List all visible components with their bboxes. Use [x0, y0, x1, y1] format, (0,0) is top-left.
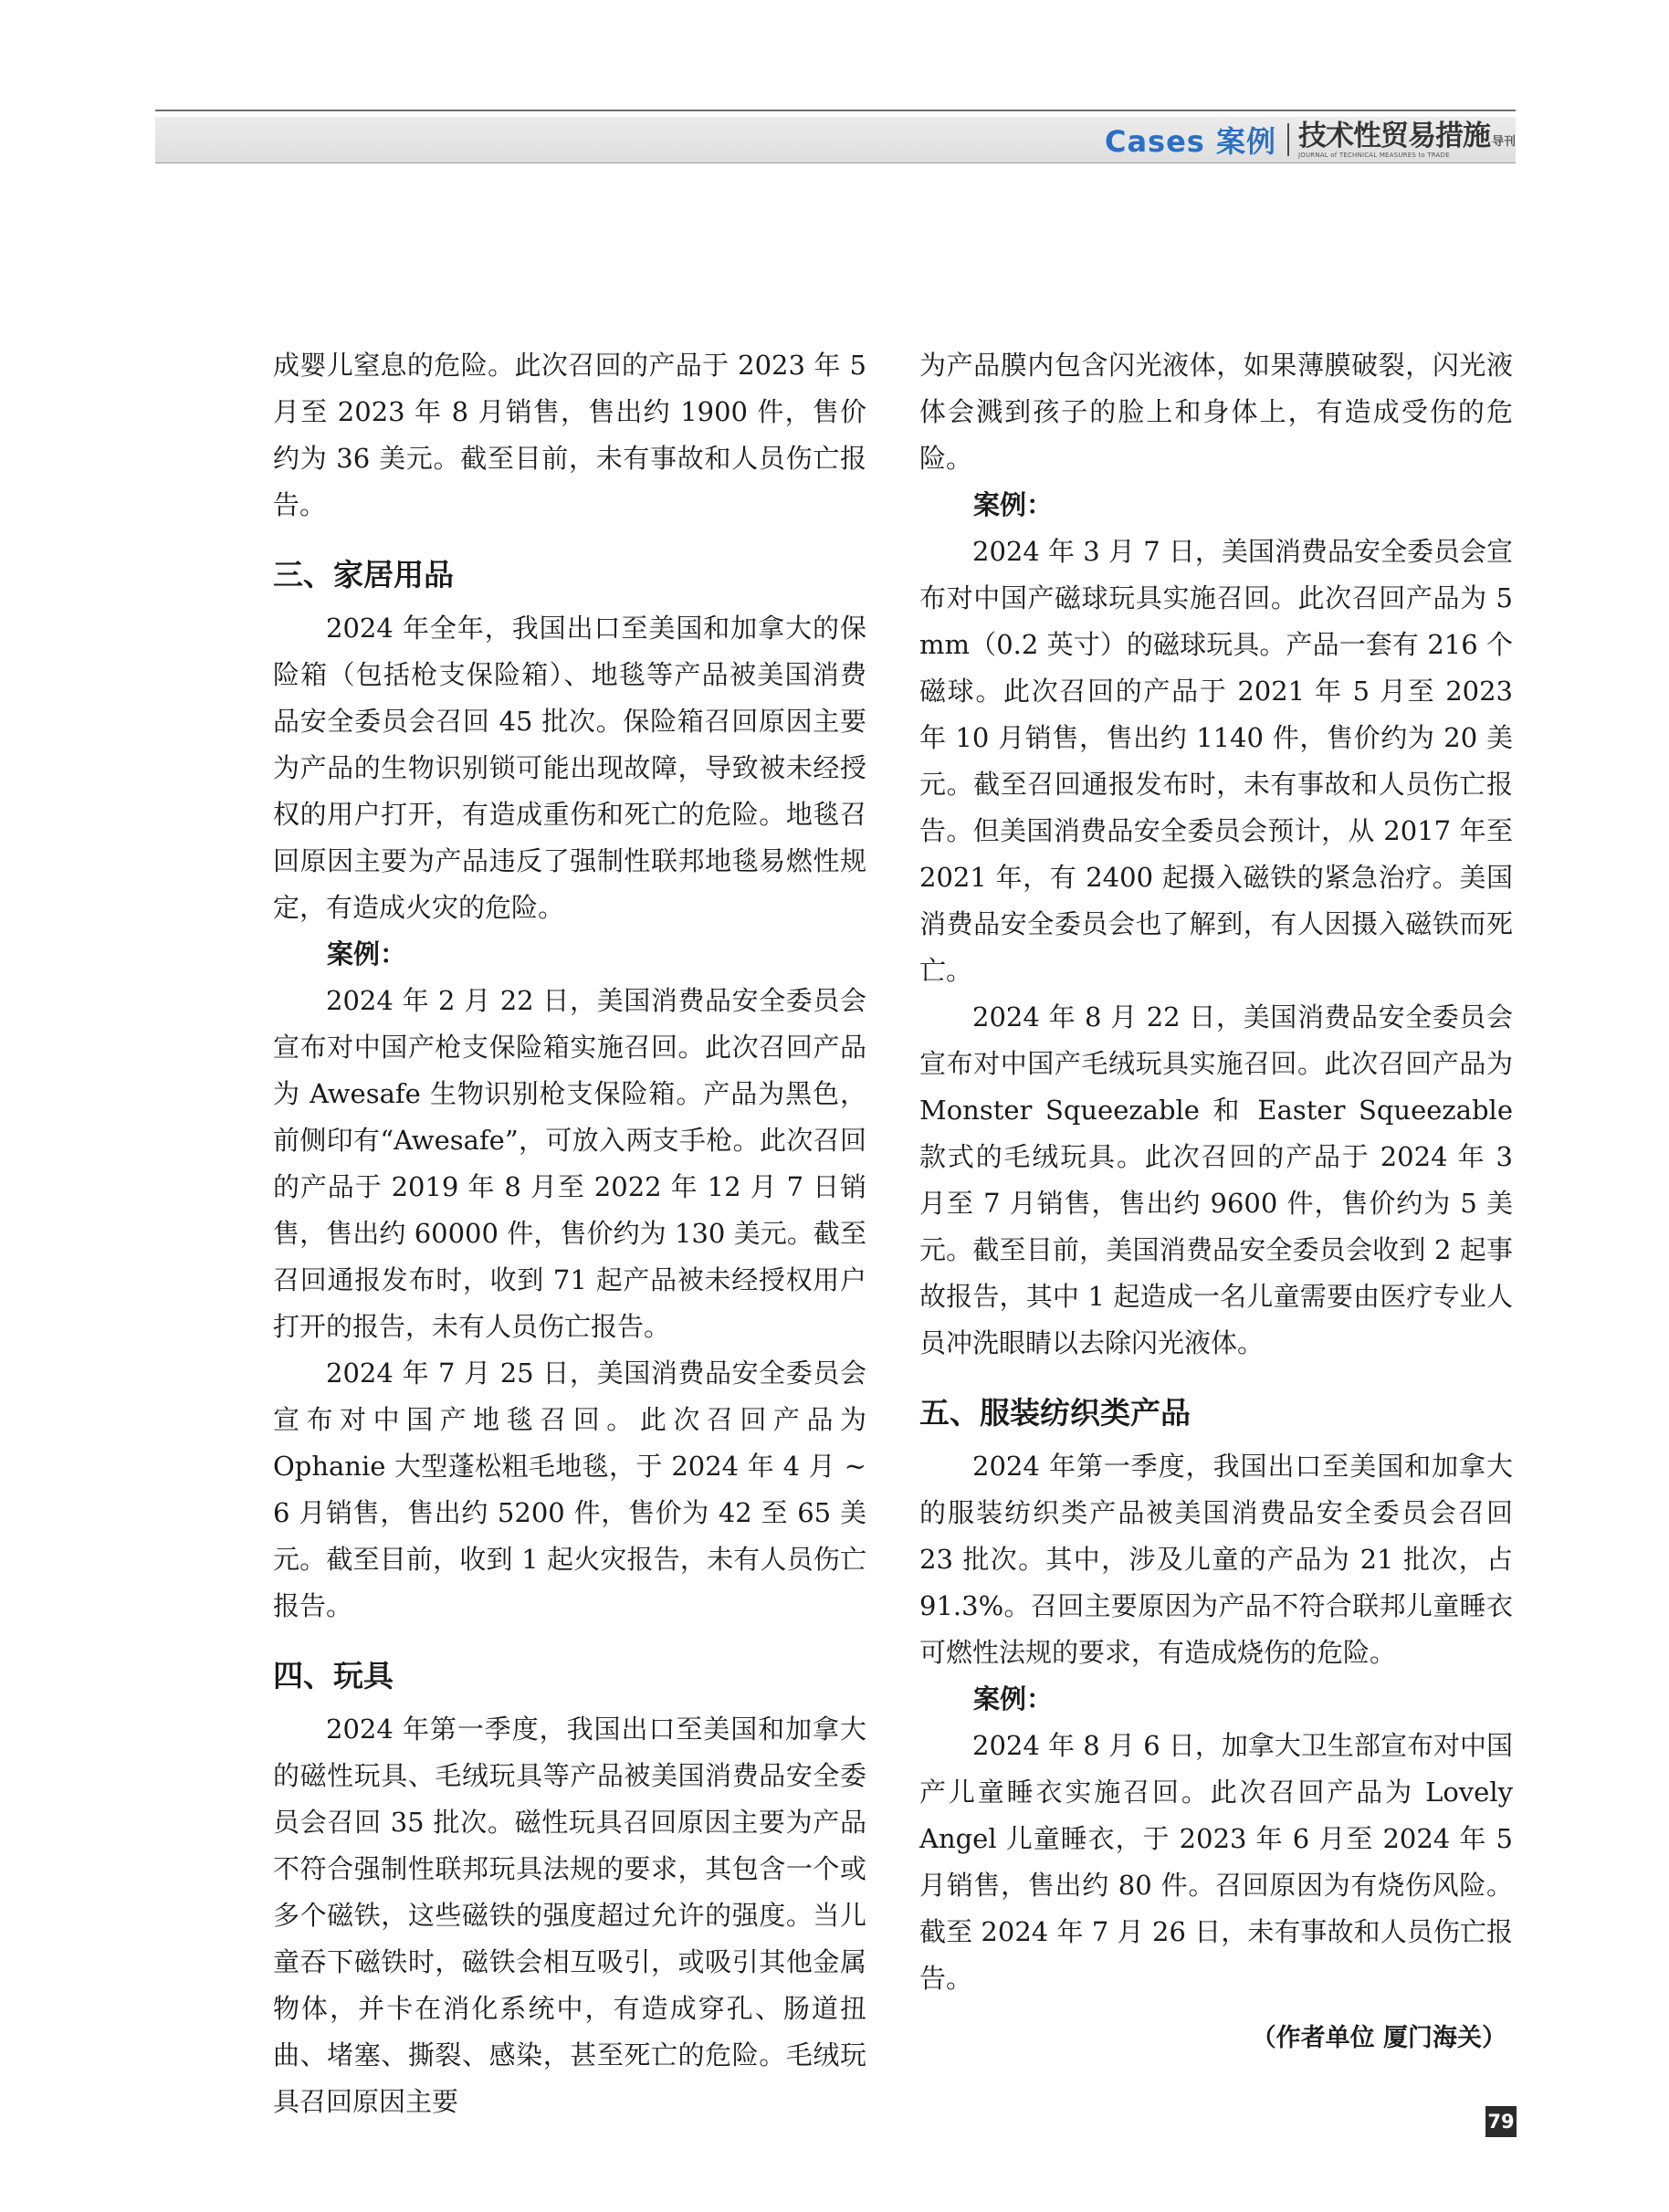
intro-continuation: 成婴儿窒息的危险。此次召回的产品于 2023 年 5 月至 2023 年 8 月销售，售出约 1900 件，售价约为 36 美元。截至目前，未有事故和人员伤亡报告。	[273, 350, 866, 520]
section3-paragraph: 2024 年全年，我国出口至美国和加拿大的保险箱（包括枪支保险箱）、地毯等产品被美国消费品安全委员会召回 45 批次。保险箱召回原因主要为产品的生物识别锁可能出现故障，导致被未经授权的用户打开，有造成重伤和死亡的危险。地毯召回原因主要为产品违反了强制性联邦地毯易燃性规定，有造成火灾的危险。	[273, 613, 866, 923]
page-number: 79	[1485, 2106, 1517, 2137]
journal-logo	[1298, 121, 1516, 159]
section-label: Cases 案例	[1104, 124, 1276, 159]
right-column	[919, 342, 1513, 2002]
section3-case2: 2024 年 7 月 25 日，美国消费品安全委员会宣布对中国产地毯召回。此次召回产品为 Ophanie 大型蓬松粗毛地毯，于 2024 年 4 月 ~ 6 月销售，售出约 5200 件，售价为 42 至 65 美元。截至目前，收到 1 起火灾报告，未有人员伤亡报告。	[273, 1358, 866, 1621]
section5-paragraph: 2024 年第一季度，我国出口至美国和加拿大的服装纺织类产品被美国消费品安全委员会召回 23 批次。其中，涉及儿童的产品为 21 批次，占 91.3%。召回主要原因为产品不符合联邦儿童睡衣可燃性法规的要求，有造成烧伤的危险。	[919, 1451, 1513, 1668]
left-column	[273, 342, 866, 2125]
journal-english-name: JOURNAL of TECHNICAL MEASURES to TRADE	[1297, 152, 1450, 159]
header-bottom-rule	[155, 162, 1516, 163]
running-header	[1105, 117, 1516, 162]
section4-heading: 四、玩具	[273, 1658, 394, 1693]
journal-title: 技术性贸易措施	[1297, 120, 1490, 152]
header-top-rule	[155, 110, 1516, 111]
section4-case2: 2024 年 8 月 22 日，美国消费品安全委员会宣布对中国产毛绒玩具实施召回。此次召回产品为 Monster Squeezable 和 Easter Squeezable 款式的毛绒玩具。此次召回的产品于 2024 年 3 月至 7 月销售，售出约 9600 件，售价约为 5 美元。截至目前，美国消费品安全委员会收到 2 起事故报告，其中 1 起造成一名儿童需要由医疗专业人员冲洗眼睛以去除闪光液体。	[919, 1001, 1513, 1358]
header-divider	[1287, 123, 1289, 156]
section4-case-label: 案例：	[973, 489, 1054, 520]
section3-heading: 三、家居用品	[273, 557, 454, 592]
section5-heading: 五、服装纺织类产品	[919, 1395, 1191, 1431]
section4-paragraph: 2024 年第一季度，我国出口至美国和加拿大的磁性玩具、毛绒玩具等产品被美国消费品安全委员会召回 35 批次。磁性玩具召回原因主要为产品不符合强制性联邦玩具法规的要求，其包含一个或多个磁铁，这些磁铁的强度超过允许的强度。当儿童吞下磁铁时，磁铁会相互吸引，或吸引其他金属物体，并卡在消化系统中，有造成穿孔、肠道扭曲、堵塞、撕裂、感染，甚至死亡的危险。毛绒玩具召回原因主要	[273, 1714, 866, 2117]
section3-case1: 2024 年 2 月 22 日，美国消费品安全委员会宣布对中国产枪支保险箱实施召回。此次召回产品为 Awesafe 生物识别枪支保险箱。产品为黑色，前侧印有“Awesafe”，可放入两支手枪。此次召回的产品于 2019 年 8 月至 2022 年 12 月 7 日销售，售出约 60000 件，售价约为 130 美元。截至召回通报发布时，收到 71 起产品被未经授权用户打开的报告，未有人员伤亡报告。	[273, 985, 866, 1342]
journal-subtitle: 导刊	[1491, 135, 1516, 149]
section5-case1: 2024 年 8 月 6 日，加拿大卫生部宣布对中国产儿童睡衣实施召回。此次召回产品为 Lovely Angel 儿童睡衣，于 2023 年 6 月至 2024 年 5 月销售，售出约 80 件。召回原因为有烧伤风险。截至 2024 年 7 月 26 日，未有事故和人员伤亡报告。	[919, 1730, 1513, 1994]
section4-case1: 2024 年 3 月 7 日，美国消费品安全委员会宣布对中国产磁球玩具实施召回。此次召回产品为 5 mm（0.2 英寸）的磁球玩具。产品一套有 216 个磁球。此次召回的产品于 2021 年 5 月至 2023 年 10 月销售，售出约 1140 件，售价约为 20 美元。截至召回通报发布时，未有事故和人员伤亡报告。但美国消费品安全委员会预计，从 2017 年至 2021 年，有 2400 起摄入磁铁的紧急治疗。美国消费品安全委员会也了解到，有人因摄入磁铁而死亡。	[919, 536, 1513, 986]
author-affiliation: （作者单位 厦门海关）	[1251, 2024, 1506, 2052]
section4-continuation: 为产品膜内包含闪光液体，如果薄膜破裂，闪光液体会溅到孩子的脸上和身体上，有造成受伤的危险。	[919, 350, 1513, 474]
section5-case-label: 案例：	[973, 1683, 1054, 1714]
section3-case-label: 案例：	[327, 938, 407, 970]
